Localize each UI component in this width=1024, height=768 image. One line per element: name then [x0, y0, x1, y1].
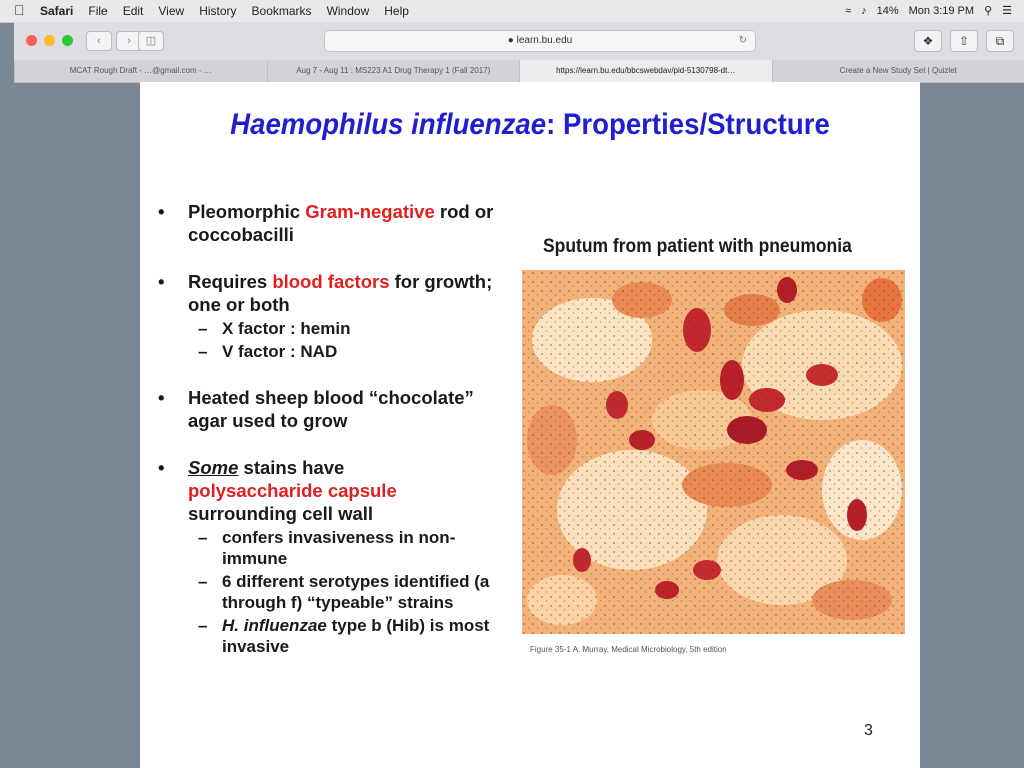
slide-title [171, 108, 889, 142]
menu-bar [0, 0, 1024, 23]
toolbar-tools [914, 30, 1014, 52]
bullet-chocolate-agar: • Heated sheep blood “chocolate” agar used to grow [158, 387, 474, 431]
menu-help[interactable]: Help [384, 4, 409, 18]
menu-safari[interactable]: Safari [40, 4, 74, 18]
address-bar[interactable] [324, 30, 756, 52]
volume-icon[interactable]: ♪ [861, 4, 867, 17]
sidebar-toggle-button[interactable]: ◫ [138, 31, 164, 51]
bullet-dot: • [158, 457, 165, 478]
highlight-gram-negative: Gram-negative [305, 201, 435, 222]
menu-bookmarks[interactable]: Bookmarks [251, 4, 312, 18]
sub-bullet-x-factor: – X factor : hemin [198, 319, 351, 338]
nav-buttons [86, 31, 142, 51]
slide [140, 82, 920, 768]
sub-bullet-v-factor: – V factor : NAD [198, 342, 338, 361]
tab-quizlet[interactable]: Create a New Study Set | Quizlet [772, 60, 1024, 82]
bullet-gram-negative: • Pleomorphic Gram-negative rod or coccobacilli [158, 201, 494, 245]
notification-center-icon[interactable]: ☰ [1002, 5, 1012, 17]
title-subject: : Properties/Structure [546, 108, 830, 141]
back-button[interactable]: ‹ [86, 31, 112, 51]
url-text: ● learn.bu.edu [507, 35, 573, 46]
menu-history[interactable]: History [199, 4, 237, 18]
title-organism: Haemophilus influenzae [230, 108, 547, 141]
emphasis-some: Some [188, 457, 239, 478]
bullet-dot: • [158, 271, 165, 292]
tab-bar [14, 60, 1024, 82]
menu-items [40, 4, 409, 18]
apple-icon[interactable] [14, 2, 25, 18]
share-icon[interactable]: ⇧ [950, 30, 978, 52]
wifi-icon[interactable]: ≈ [845, 4, 852, 17]
reload-icon[interactable]: ↻ [738, 35, 747, 46]
battery-percent[interactable]: 14% [876, 4, 899, 17]
bullet-dot: • [158, 387, 165, 408]
extension-icon[interactable]: ❖ [914, 30, 942, 52]
bullet-capsule: • Some stains have polysaccharide capsule surrounding cell wall – confers invasiveness in non-immune – 6 different serotypes identified (a through f) “typeable” strains – H. influenzae type b (Hib) is most invasive [154, 456, 504, 657]
sub-bullet-serotypes: – 6 different serotypes identified (a through f) “typeable” strains [198, 572, 490, 612]
menu-view[interactable]: View [158, 4, 185, 18]
browser-toolbar [14, 22, 1024, 83]
tab-lecture-pdf[interactable]: https://learn.bu.edu/bbcswebdav/pid-5130798-dt… [519, 60, 772, 82]
menu-edit[interactable]: Edit [122, 4, 144, 18]
menu-file[interactable]: File [88, 4, 108, 18]
status-area [845, 4, 1012, 17]
menu-window[interactable]: Window [326, 4, 370, 18]
sputum-micrograph [522, 270, 905, 634]
tabs-overview-icon[interactable]: ⧉ [986, 30, 1014, 52]
maximize-window-button[interactable] [62, 35, 73, 46]
highlight-blood-factors: blood factors [272, 271, 390, 292]
search-icon[interactable]: ⚲ [984, 5, 993, 17]
sub-bullet-hib: – H. influenzae type b (Hib) is most invasive [198, 616, 490, 656]
clock[interactable]: Mon 3:19 PM [908, 4, 975, 17]
bullet-dot: • [158, 201, 165, 222]
bullet-list [154, 200, 504, 681]
page-number: 3 [864, 722, 873, 739]
sub-bullet-invasiveness: – confers invasiveness in non-immune [198, 528, 456, 568]
tab-mcat-draft[interactable]: MCAT Rough Draft - …@gmail.com - … [14, 60, 267, 82]
figure-credit: Figure 35-1 A. Murray. Medical Microbiology, 5th edition [530, 645, 727, 654]
tab-drug-therapy[interactable]: Aug 7 - Aug 11 : MS223 A1 Drug Therapy 1 (Fall 2017) [267, 60, 520, 82]
figure-caption: Sputum from patient with pneumonia [543, 236, 852, 257]
window-controls [26, 35, 73, 46]
minimize-window-button[interactable] [44, 35, 55, 46]
highlight-capsule: polysaccharide capsule [188, 480, 397, 501]
forward-button[interactable]: › [116, 31, 142, 51]
bullet-blood-factors: • Requires blood factors for growth; one or both – X factor : hemin – V factor : NAD [154, 270, 504, 362]
close-window-button[interactable] [26, 35, 37, 46]
